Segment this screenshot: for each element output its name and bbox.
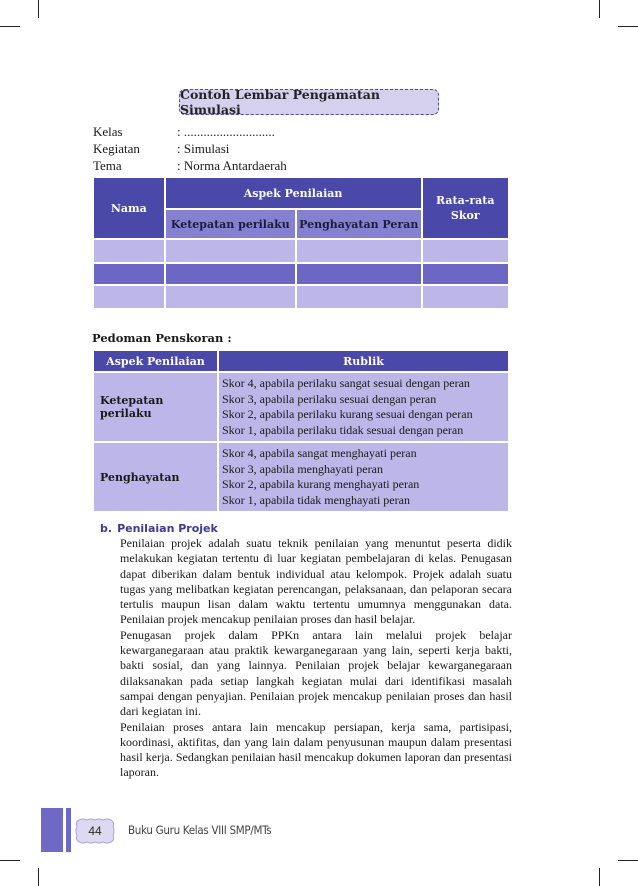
- footer-bar: [41, 808, 63, 852]
- rubric-item: Skor 3, apabila perilaku sesuai dengan peran: [222, 391, 437, 406]
- page-title: Contoh Lembar Pengamatan Simulasi: [179, 89, 439, 115]
- paragraph: Penugasan projek dalam PPKn antara lain melalui projek belajar kewarganegaraan atau praktik kewarganegaraan yang lain, seperti kerja bakti, bakti sosial, dan yang lainnya. Penilaian projek belajar kewarganegaraan dilaksanakan pada setiap langkah kegiatan mulai dari identifikasi masalah sampai dengan penyajian. Penilaian projek mencakup penilaian proses dan hasil dari kegiatan ini.: [120, 627, 512, 719]
- col-rata-line2: Skor: [450, 209, 480, 222]
- table-row: [93, 239, 509, 263]
- table-row: [93, 285, 509, 309]
- table-cell: [165, 285, 296, 309]
- rubric-item: Skor 4, apabila sangat menghayati peran: [222, 446, 417, 460]
- section-title: Penilaian Projek: [117, 522, 218, 535]
- rubric-table: [92, 349, 510, 513]
- rubric-cell: [218, 442, 509, 512]
- table-cell: [422, 263, 510, 285]
- table-cell: [93, 285, 165, 309]
- crop-mark: [38, 0, 39, 18]
- col-rublik-header: Rublik: [218, 350, 509, 372]
- table-cell: [165, 239, 296, 263]
- paragraph: Penilaian projek adalah suatu teknik penilaian yang menuntut peserta didik melakukan kegiatan tertentu di luar kegiatan pembelajaran di kelas. Penugasan dapat diberikan dalam bentuk individual atau kelompok. Projek adalah suatu tugas yang melibatkan kegiatan perencangan, pelaksanaan, dan pelaporan secara tertulis maupun lisan dalam waktu tertentu umumnya menggunakan data. Penilaian projek mencakup penilaian proses dan hasil belajar.: [120, 536, 512, 627]
- col-aspek-header: Aspek Penilaian: [165, 177, 422, 209]
- section-body: [120, 536, 512, 781]
- info-label: Kelas: [93, 124, 123, 139]
- table-cell: [93, 263, 165, 285]
- crop-mark: [618, 26, 638, 27]
- col-rata-header: [422, 177, 510, 239]
- crop-mark: [599, 868, 600, 886]
- table-row: [93, 372, 509, 442]
- table-cell: [422, 239, 510, 263]
- info-label: Kegiatan: [93, 141, 140, 156]
- table-cell: [422, 285, 510, 309]
- rubric-item: Skor 1, apabila tidak menghayati peran: [222, 492, 410, 507]
- footer-book-title: Buku Guru Kelas VIII SMP/MTs: [128, 823, 272, 837]
- rubric-item: Skor 2, apabila perilaku kurang sesuai dengan peran: [222, 407, 473, 421]
- observation-table: [92, 176, 510, 310]
- table-cell: [93, 239, 165, 263]
- aspek-cell: Ketepatan perilaku: [93, 372, 218, 442]
- info-label: Tema: [93, 158, 122, 173]
- footer-bar: [66, 808, 71, 852]
- table-cell: [296, 239, 422, 263]
- rubric-item: Skor 4, apabila perilaku sangat sesuai dengan peran: [222, 376, 470, 390]
- col-rata-line1: Rata-rata: [436, 194, 495, 207]
- table-row: [93, 263, 509, 285]
- pedoman-title: Pedoman Penskoran :: [92, 331, 232, 345]
- table-row: [93, 442, 509, 512]
- sub-penghayatan-header: Penghayatan Peran: [296, 209, 422, 239]
- info-value: : Norma Antardaerah: [177, 158, 287, 173]
- section-letter: b.: [100, 522, 113, 535]
- crop-mark: [0, 26, 20, 27]
- table-cell: [296, 285, 422, 309]
- crop-mark: [0, 860, 20, 861]
- info-value: : ............................: [177, 124, 275, 139]
- sub-ketepatan-header: Ketepatan perilaku: [165, 209, 296, 239]
- table-cell: [296, 263, 422, 285]
- paragraph: Penilaian proses antara lain mencakup persiapan, kerja sama, partisipasi, koordinasi, aktifitas, dan yang lain dalam penyusunan maupun dalam presentasi hasil kerja. Sedangkan penilaian hasil mencakup dokumen laporan dan presentasi laporan.: [120, 719, 512, 780]
- crop-mark: [599, 0, 600, 18]
- rubric-cell: [218, 372, 509, 442]
- rubric-item: Skor 3, apabila menghayati peran: [222, 461, 383, 476]
- section-penilaian-projek: [100, 522, 512, 781]
- rubric-item: Skor 2, apabila kurang menghayati peran: [222, 477, 420, 491]
- section-heading: [100, 522, 512, 535]
- crop-mark: [618, 860, 638, 861]
- info-value: : Simulasi: [177, 141, 230, 156]
- table-cell: [165, 263, 296, 285]
- crop-mark: [38, 868, 39, 886]
- page-number: 44: [88, 824, 102, 838]
- aspek-cell: Penghayatan: [93, 442, 218, 512]
- rubric-item: Skor 1, apabila perilaku tidak sesuai dengan peran: [222, 422, 464, 437]
- col-nama-header: Nama: [93, 177, 165, 239]
- col-aspek-header: Aspek Penilaian: [93, 350, 218, 372]
